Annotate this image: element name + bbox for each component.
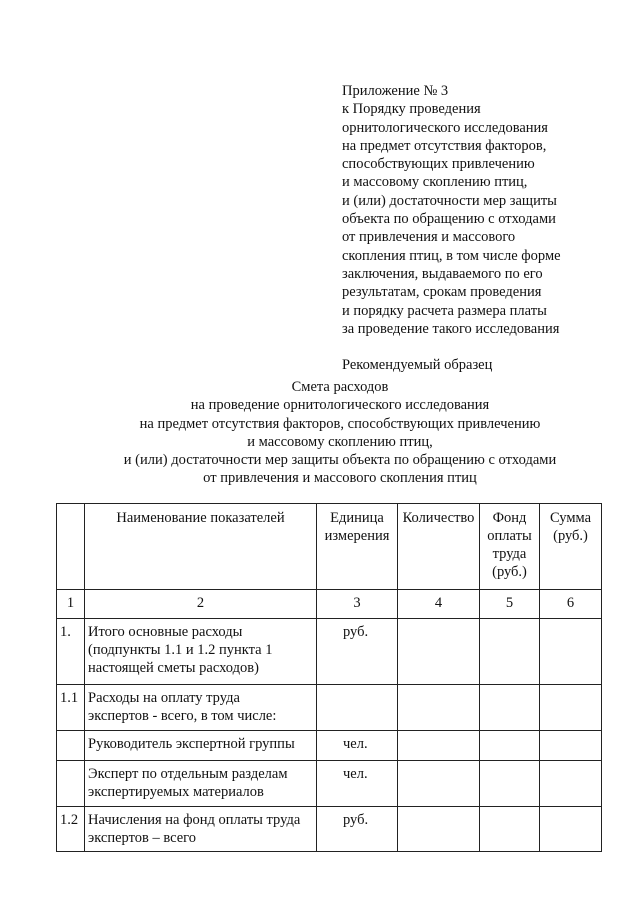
quantity-cell <box>398 761 480 807</box>
table-header-row <box>57 504 602 590</box>
sum-cell <box>540 685 602 731</box>
appendix-block <box>342 82 632 374</box>
indicator-name-line: Руководитель экспертной группы <box>88 736 295 752</box>
indicator-name-line: Эксперт по отдельным разделам <box>88 766 288 782</box>
unit-of-measure: чел. <box>317 731 398 761</box>
column-number: 1 <box>57 590 85 619</box>
column-header-text: Фонд <box>492 510 527 526</box>
column-number: 6 <box>540 590 602 619</box>
unit-of-measure: руб. <box>317 619 398 685</box>
unit-of-measure: руб. <box>317 807 398 852</box>
title-line: от привлечения и массового скопления птиц <box>203 470 477 487</box>
indicator-name-line: (подпункты 1.1 и 1.2 пункта 1 <box>88 642 273 658</box>
indicator-name <box>85 619 317 685</box>
appendix-line: результатам, срокам проведения <box>342 284 542 301</box>
wage-fund-cell <box>480 807 540 852</box>
column-header-text: оплаты <box>487 528 532 544</box>
appendix-line: способствующих привлечению <box>342 156 535 173</box>
estimate-table <box>56 503 602 852</box>
column-number: 3 <box>317 590 398 619</box>
row-number: 1.2 <box>57 807 85 852</box>
appendix-line: Приложение № 3 <box>342 83 449 99</box>
quantity-cell <box>398 807 480 852</box>
indicator-name-line: Расходы на оплату труда <box>88 690 240 706</box>
appendix-caption <box>342 82 632 338</box>
column-header-text: Количество <box>402 510 475 526</box>
sum-cell <box>540 761 602 807</box>
wage-fund-cell <box>480 731 540 761</box>
wage-fund-cell <box>480 761 540 807</box>
column-header <box>57 504 85 590</box>
unit-of-measure <box>317 685 398 731</box>
table-row <box>57 685 602 731</box>
title-line: и (или) достаточности мер защиты объекта по обращению с отходами <box>123 452 557 469</box>
sample-label: Рекомендуемый образец <box>342 357 493 374</box>
table-row <box>57 761 602 807</box>
row-number <box>57 761 85 807</box>
column-header-text: труда <box>492 546 527 562</box>
column-header <box>85 504 317 590</box>
appendix-line: скопления птиц, в том числе форме <box>342 247 561 264</box>
column-header <box>480 504 540 590</box>
indicator-name <box>85 685 317 731</box>
wage-fund-cell <box>480 685 540 731</box>
quantity-cell <box>398 731 480 761</box>
sum-cell <box>540 619 602 685</box>
appendix-line: от привлечения и массового <box>342 229 516 246</box>
column-header-text: Сумма <box>549 510 592 526</box>
column-number: 2 <box>85 590 317 619</box>
appendix-line: на предмет отсутствия факторов, <box>342 137 547 154</box>
appendix-line: и (или) достаточности мер защиты <box>342 192 557 209</box>
appendix-line: и порядку расчета размера платы <box>342 302 547 319</box>
row-number: 1.1 <box>57 685 85 731</box>
column-header <box>398 504 480 590</box>
table-row <box>57 619 602 685</box>
column-header-text: Наименование показателей <box>116 510 285 526</box>
column-header-text: (руб.) <box>492 564 527 580</box>
row-number <box>57 731 85 761</box>
title-line: на проведение орнитологического исследования <box>190 397 490 414</box>
column-number: 4 <box>398 590 480 619</box>
indicator-name-line: Итого основные расходы <box>88 624 243 640</box>
title-line: и массовому скоплению птиц, <box>247 433 433 450</box>
column-number-row <box>57 590 602 619</box>
column-header-text: Единица <box>330 510 384 526</box>
appendix-line: объекта по обращению с отходами <box>342 211 556 228</box>
row-number: 1. <box>57 619 85 685</box>
indicator-name <box>85 761 317 807</box>
sum-cell <box>540 731 602 761</box>
column-header <box>540 504 602 590</box>
indicator-name-line: Начисления на фонд оплаты труда <box>88 812 301 828</box>
quantity-cell <box>398 685 480 731</box>
appendix-line: за проведение такого исследования <box>342 320 560 337</box>
appendix-line: и массовому скоплению птиц, <box>342 174 528 191</box>
unit-of-measure: чел. <box>317 761 398 807</box>
column-number: 5 <box>480 590 540 619</box>
sum-cell <box>540 807 602 852</box>
appendix-line: к Порядку проведения <box>342 101 481 118</box>
column-header <box>317 504 398 590</box>
table-row <box>57 807 602 852</box>
indicator-name-line: настоящей сметы расходов) <box>88 660 259 676</box>
indicator-name-line: экспертируемых материалов <box>88 784 264 800</box>
wage-fund-cell <box>480 619 540 685</box>
indicator-name-line: экспертов – всего <box>88 830 196 846</box>
title-line: Смета расходов <box>291 379 389 395</box>
column-header-text: (руб.) <box>553 528 588 544</box>
indicator-name-line: экспертов - всего, в том числе: <box>88 708 277 724</box>
title-line: на предмет отсутствия факторов, способствующих привлечению <box>139 415 541 432</box>
indicator-name <box>85 807 317 852</box>
appendix-line: заключения, выдаваемого по его <box>342 265 543 282</box>
appendix-line: орнитологического исследования <box>342 119 548 136</box>
table-row <box>57 731 602 761</box>
indicator-name <box>85 731 317 761</box>
document-title <box>60 378 620 488</box>
quantity-cell <box>398 619 480 685</box>
column-header-text: измерения <box>324 528 390 544</box>
